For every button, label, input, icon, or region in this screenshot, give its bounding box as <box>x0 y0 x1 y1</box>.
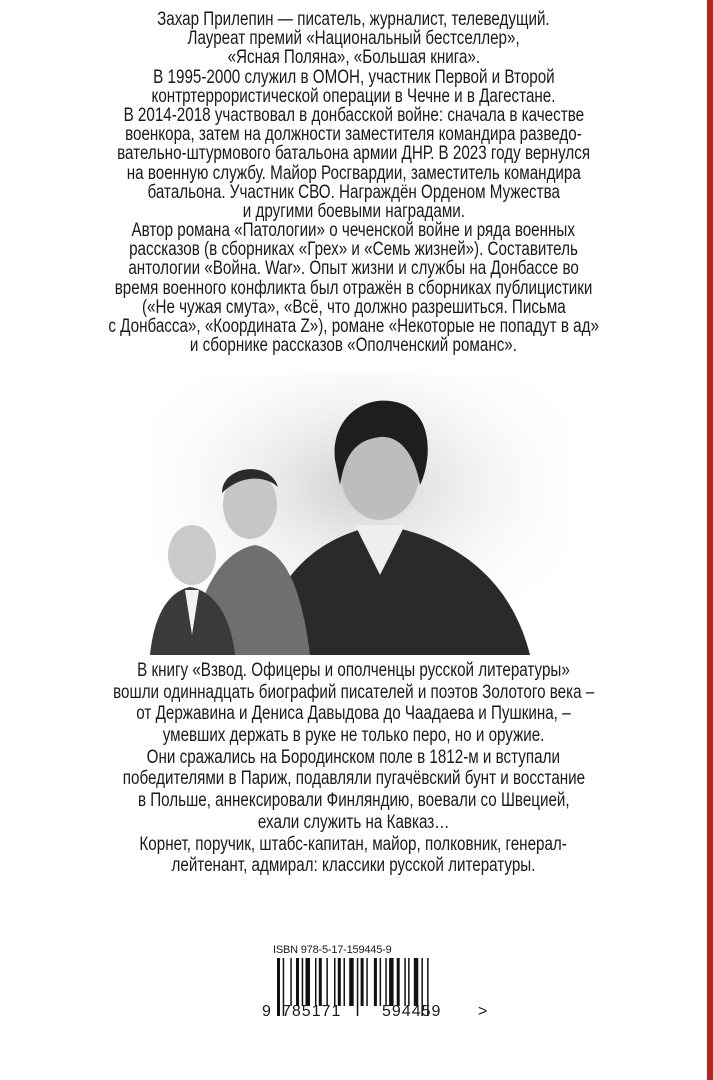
text-line: Захар Прилепин — писатель, журналист, телеведущий. <box>157 9 550 30</box>
text-line: Они сражались на Бородинском поле в 1812-м и вступали <box>146 746 561 768</box>
barcode-bar <box>349 958 354 1006</box>
description-line <box>0 855 707 877</box>
bio-line <box>0 202 707 221</box>
text-line: время военного конфликта был отражён в сборниках публицистики <box>114 277 593 299</box>
barcode-bar <box>361 958 364 1006</box>
barcode-bar <box>414 958 419 1006</box>
barcode-bar <box>389 958 394 1006</box>
barcode-bar <box>397 958 400 1006</box>
barcode-bar <box>334 958 336 1006</box>
text-line: Корнет, поручик, штабс-капитан, майор, полковник, генерал- <box>139 833 568 855</box>
text-line: на военную службу. Майор Росгвардии, заместитель командира <box>126 162 581 184</box>
bio-line <box>0 279 707 298</box>
bio-line <box>0 144 707 163</box>
text-line: «Ясная Поляна», «Большая книга». <box>227 47 480 69</box>
text-line: с Донбасса», «Координата Z»), романе «Некоторые не попадут в ад» <box>108 316 599 337</box>
text-line: Лауреат премий «Национальный бестселлер», <box>187 28 520 50</box>
bio-line <box>0 259 707 278</box>
barcode-bar <box>385 958 387 1006</box>
text-line: умевших держать в руке не только перо, но и оружие. <box>162 725 545 747</box>
barcode-bar <box>302 958 304 1006</box>
bio-line <box>0 164 707 183</box>
bio-line <box>0 221 707 240</box>
bio-line <box>0 68 707 87</box>
bio-line <box>0 87 707 106</box>
barcode-bar <box>306 958 311 1006</box>
bio-line <box>0 240 707 259</box>
bio-line <box>0 298 707 317</box>
text-line: вательно-штурмового батальона армии ДНР. В 2023 году вернулся <box>117 143 590 165</box>
red-spine-edge <box>707 0 713 1080</box>
description-line <box>0 834 707 856</box>
barcode-bar <box>408 958 410 1006</box>
bio-line <box>0 183 707 202</box>
bio-line <box>0 125 707 144</box>
barcode-bar <box>277 958 280 1016</box>
text-line: («Не чужая смута», «Всё, что должно разрешиться. Письма <box>141 296 566 318</box>
text-line: ехали служить на Кавказ… <box>257 811 450 833</box>
text-line: военкора, затем на должности заместителя командира разведо- <box>125 124 582 146</box>
text-line: вошли одиннадцать биографий писателей и поэтов Золотого века – <box>112 681 595 703</box>
barcode-bar <box>374 958 377 1006</box>
barcode-bar <box>326 958 328 1006</box>
text-line: батальона. Участник СВО. Награждён Орденом Мужества <box>147 181 560 203</box>
author-bio <box>0 10 707 355</box>
barcode-bar <box>344 958 346 1006</box>
bio-line <box>0 10 707 29</box>
barcode-bar <box>315 958 317 1006</box>
text-line: в Польше, аннексировали Финляндию, воевали со Швецией, <box>137 790 570 812</box>
text-line: контртеррористической операции в Чечне и в Дагестане. <box>151 85 556 107</box>
barcode-lead-digit: 9 <box>262 1003 272 1020</box>
description-line <box>0 768 707 790</box>
barcode-bar <box>319 958 322 1006</box>
barcode-bar <box>404 958 406 1006</box>
text-line: и другими боевыми наградами. <box>242 200 465 222</box>
text-line: В книгу «Взвод. Офицеры и ополченцы русской литературы» <box>137 660 570 681</box>
text-line: В 2014-2018 участвовал в донбасской войне: сначала в качестве <box>123 104 584 126</box>
barcode-bar <box>296 958 299 1006</box>
description-line <box>0 747 707 769</box>
isbn-label: ISBN 978-5-17-159445-9 <box>273 944 392 956</box>
description-line <box>0 725 707 747</box>
text-line: лейтенант, адмирал: классики русской литературы. <box>171 855 536 877</box>
barcode-bar <box>380 958 382 1006</box>
barcode-left-digits: 785171 <box>282 1003 342 1020</box>
barcode-bar <box>338 958 341 1006</box>
book-description <box>0 660 707 877</box>
barcode-bar <box>366 958 368 1006</box>
text-line: антологии «Война. War». Опыт жизни и службы на Донбассе во <box>128 258 579 280</box>
bio-line <box>0 106 707 125</box>
barcode-bar <box>290 958 292 1006</box>
barcode-bar <box>357 958 359 1016</box>
portraits-illustration <box>150 375 570 655</box>
barcode-right-digits: 594459 <box>382 1003 442 1020</box>
description-line <box>0 682 707 704</box>
text-line: В 1995-2000 служил в ОМОН, участник Первой и Второй <box>152 66 555 88</box>
text-line: Автор романа «Патологии» о чеченской войне и ряда военных <box>131 220 576 242</box>
bio-line <box>0 317 707 336</box>
bio-line <box>0 29 707 48</box>
bio-line <box>0 336 707 355</box>
description-line <box>0 660 707 682</box>
text-line: победителями в Париж, подавляли пугачёвский бунт и восстание <box>122 768 585 790</box>
text-line: от Державина и Дениса Давыдова до Чаадаева и Пушкина, – <box>136 703 571 725</box>
description-line <box>0 812 707 834</box>
text-line: и сборнике рассказов «Ополченский романс». <box>189 335 518 357</box>
barcode-marker: > <box>478 1003 489 1020</box>
description-line <box>0 790 707 812</box>
text-line: рассказов (в сборниках «Грех» и «Семь жизней»). Составитель <box>129 239 578 261</box>
bio-line <box>0 48 707 67</box>
description-line <box>0 703 707 725</box>
